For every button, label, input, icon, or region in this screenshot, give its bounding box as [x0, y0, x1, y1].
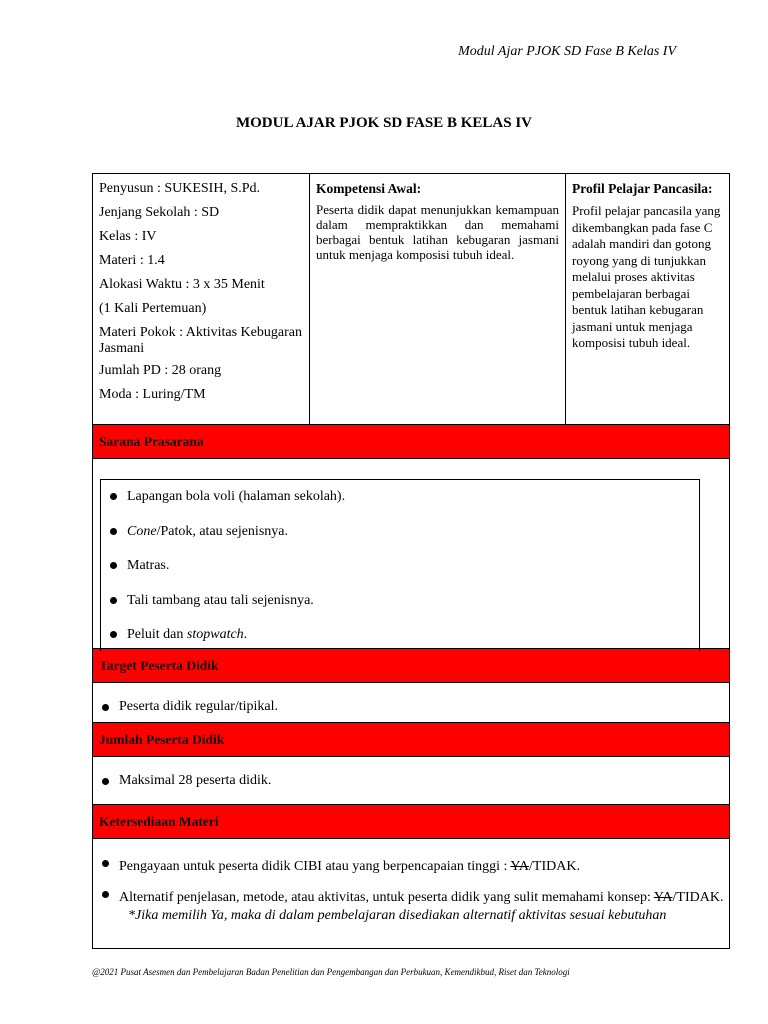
- sarana-item-5-post: .: [243, 627, 248, 642]
- sarana-heading: Sarana Prasarana: [93, 425, 729, 459]
- sarana-item-2-rest: /Patok, atau sejenisnya.: [156, 523, 288, 539]
- profil-heading: Profil Pelajar Pancasila:: [572, 181, 713, 196]
- identity-row: [93, 174, 729, 425]
- list-item: [101, 557, 699, 592]
- alokasi-text: Alokasi Waktu : 3 x 35 Menit: [99, 277, 265, 292]
- kompetensi-body: Peserta didik dapat menunjukkan kemampuan dalam mempraktikkan dan memahami berbagai bentuk latihan kebugaran jasmani untuk menjaga komposisi tubuh ideal.: [316, 202, 559, 262]
- sarana-block: [93, 459, 729, 649]
- jumlah-item: Maksimal 28 peserta didik.: [119, 773, 272, 788]
- ket-item-2-post: /TIDAK.: [672, 890, 724, 905]
- identity-column: [93, 174, 310, 424]
- kelas-text: Kelas : IV: [99, 229, 157, 244]
- copyright-footer: @2021 Pusat Asesmen dan Pembelajaran Badan Penelitian dan Pengembangan dan Perbukuan, Kemendikbud, Riset dan Teknologi: [92, 967, 570, 977]
- jumlah-pd-text: Jumlah PD : 28 orang: [99, 363, 222, 378]
- target-item: Peserta didik regular/tipikal.: [119, 699, 279, 714]
- list-item: [101, 626, 699, 661]
- materi-pokok-text: Materi Pokok : Aktivitas Kebugaran Jasmani: [99, 325, 302, 356]
- ket-item-1-post: /TIDAK.: [529, 859, 580, 874]
- ketersediaan-note: *Jika memilih Ya, maka di dalam pembelajaran disediakan alternatif aktivitas sesuai kebutuhan: [128, 908, 667, 923]
- jenjang-text: Jenjang Sekolah : SD: [99, 205, 220, 220]
- sarana-item-4: Tali tambang atau tali sejenisnya.: [127, 592, 314, 608]
- pertemuan-text: (1 Kali Pertemuan): [99, 301, 207, 316]
- bullet-icon: [102, 891, 109, 898]
- running-header: Modul Ajar PJOK SD Fase B Kelas IV: [458, 44, 676, 59]
- sarana-list-box: [100, 479, 700, 651]
- sarana-item-2-em: Cone: [127, 523, 157, 539]
- kompetensi-heading: Kompetensi Awal:: [316, 181, 422, 196]
- ketersediaan-heading: Ketersediaan Materi: [93, 805, 729, 839]
- list-item: [93, 855, 729, 878]
- list-item: [101, 488, 699, 523]
- profil-body: Profil pelajar pancasila yang dikembangkan pada fase C adalah mandiri dan gotong royong yang di tunjukkan melalui proses aktivitas pembelajaran berbagai bentuk latihan kebugaran jasmani untuk menjaga komposisi tubuh ideal.: [572, 203, 721, 350]
- bullet-icon: [110, 562, 117, 569]
- materi-text: Materi : 1.4: [99, 253, 165, 268]
- jumlah-block: [93, 757, 729, 805]
- target-heading: Target Peserta Didik: [93, 649, 729, 683]
- ketersediaan-block: [93, 839, 729, 949]
- profil-column: [566, 174, 729, 424]
- sarana-item-5-em: stopwatch: [186, 627, 244, 642]
- bullet-icon: [110, 493, 117, 500]
- list-item: [101, 592, 699, 627]
- ket-item-2-pre: Alternatif penjelasan, metode, atau aktivitas, untuk peserta didik yang sulit memahami konsep:: [119, 890, 654, 905]
- ket-item-2-strike: YA: [653, 890, 673, 905]
- sarana-item-1: Lapangan bola voli (halaman sekolah).: [127, 489, 346, 504]
- list-item: [93, 886, 729, 909]
- bullet-icon: [102, 778, 109, 785]
- jumlah-heading: Jumlah Peserta Didik: [93, 723, 729, 757]
- sarana-item-5-pre: Peluit dan: [127, 627, 187, 642]
- list-item: [101, 523, 699, 558]
- module-table: [92, 173, 730, 949]
- document-title: MODUL AJAR PJOK SD FASE B KELAS IV: [235, 115, 532, 131]
- target-block: [93, 683, 729, 723]
- bullet-icon: [110, 631, 117, 638]
- penyusun-text: Penyusun : SUKESIH, S.Pd.: [99, 181, 261, 196]
- list-item: [93, 773, 729, 789]
- bullet-icon: [102, 704, 109, 711]
- list-item: [93, 699, 729, 715]
- bullet-icon: [110, 597, 117, 604]
- moda-text: Moda : Luring/TM: [99, 387, 206, 402]
- bullet-icon: [102, 860, 109, 867]
- bullet-icon: [110, 528, 117, 535]
- sarana-item-3: Matras.: [127, 558, 170, 573]
- ket-item-1-strike: YA: [510, 859, 530, 874]
- kompetensi-column: [310, 174, 566, 424]
- ket-item-1-pre: Pengayaan untuk peserta didik CIBI atau yang berpencapaian tinggi :: [119, 859, 511, 874]
